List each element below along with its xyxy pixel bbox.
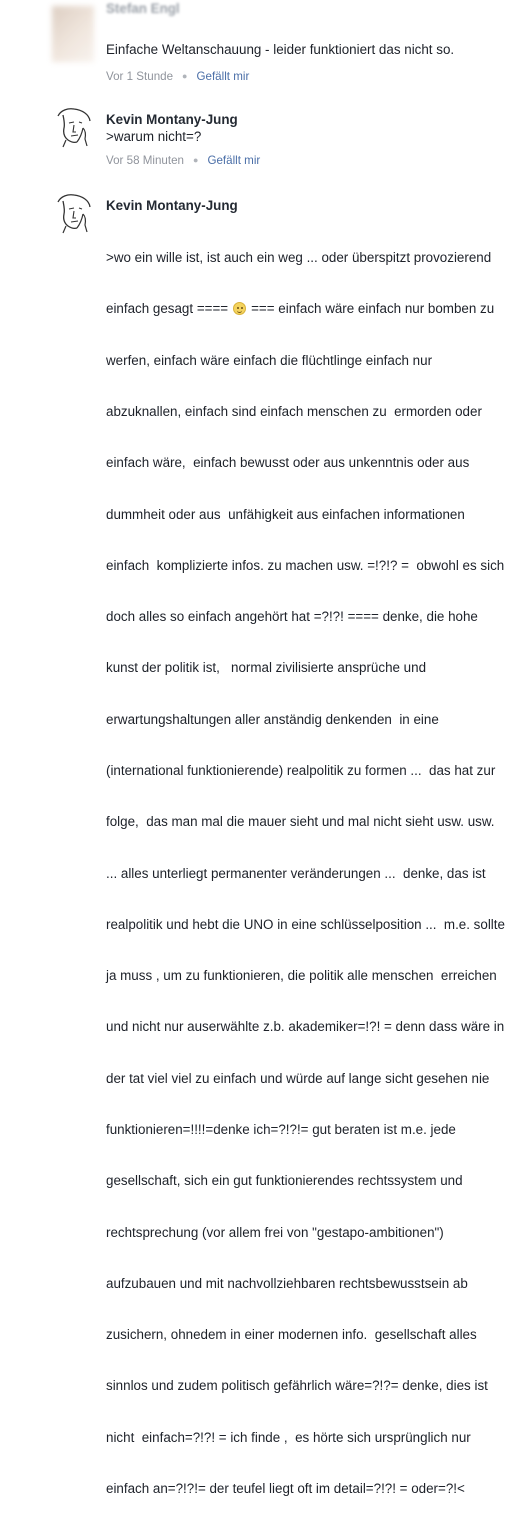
sketch-face-icon (52, 192, 94, 234)
comment-line: gesellschaft, sich ein gut funktionierendes rechtssystem und (106, 1173, 463, 1189)
comment-author[interactable]: Kevin Montany-Jung (106, 112, 238, 127)
comment-line-part: === einfach wäre einfach nur bomben zu (251, 301, 495, 317)
comment-timestamp: Vor 58 Minuten (106, 154, 184, 167)
like-link[interactable]: Gefällt mir (207, 154, 261, 167)
separator-dot: ● (182, 71, 188, 81)
comment-line: ja muss , um zu funktionieren, die politik alle menschen erreichen (106, 968, 497, 984)
commenter-avatar[interactable] (52, 6, 94, 62)
comment-line: aufzubauen und mit nachvollziehbaren rechtsbewusstsein ab (106, 1275, 468, 1291)
comment-line: zusichern, ohnedem in einer modernen info. gesellschaft alles (106, 1327, 477, 1343)
comment-line-part: einfach gesagt ==== (106, 301, 229, 317)
comment-line: rechtsprechung (vor allem frei von "gestapo-ambitionen") (106, 1224, 444, 1240)
comment-1 (0, 0, 530, 92)
comment-line: funktionieren=!!!!=denke ich=?!?!= gut beraten ist m.e. jede (106, 1121, 456, 1137)
smile-emoji-icon (233, 302, 246, 315)
commenter-avatar[interactable] (52, 106, 94, 148)
separator-dot: ● (193, 155, 199, 165)
comment-author[interactable]: Kevin Montany-Jung (106, 198, 238, 213)
comment-line: abzuknallen, einfach sind einfach menschen zu ermorden oder (106, 404, 482, 420)
comment-line: kunst der politik ist, normal zivilisierte ansprüche und (106, 660, 427, 676)
comment-line: nicht einfach=?!?! = ich finde , es hörte sich ursprünglich nur (106, 1429, 471, 1445)
comment-timestamp: Vor 1 Stunde (106, 70, 174, 83)
comment-line: ... alles unterliegt permanenter veränderungen ... denke, das ist (106, 865, 486, 881)
comment-line: einfach an=?!?!= der teufel liegt oft im detail=?!?! = oder=?!< (106, 1480, 465, 1496)
comment-meta (106, 154, 260, 167)
comment-line (106, 300, 520, 317)
sketch-face-icon (52, 106, 94, 148)
comment-text: >warum nicht=? (106, 129, 202, 144)
comment-line: sinnlos und zudem politisch gefährlich wäre=?!?= denke, dies ist (106, 1378, 488, 1394)
comment-line: folge, das man mal die mauer sieht und mal nicht sieht usw. usw. (106, 814, 495, 830)
comment-line: (international funktionierende) realpolitik zu formen ... das hat zur (106, 763, 496, 778)
comment-3 (0, 188, 530, 1496)
comment-line: und nicht nur auserwählte z.b. akademiker=!?! = denn dass wäre in (106, 1019, 505, 1035)
comment-text: Einfache Weltanschauung - leider funktioniert das nicht so. (106, 42, 455, 57)
comment-line: einfach komplizierte infos. zu machen usw. =!?!? = obwohl es sich (106, 557, 505, 573)
comment-line: doch alles so einfach angehört hat =?!?! ==== denke, die hohe (106, 609, 478, 625)
comment-line: der tat viel viel zu einfach und würde auf lange sicht gesehen nie (106, 1070, 490, 1086)
comment-line: >wo ein wille ist, ist auch ein weg ... oder überspitzt provozierend (106, 250, 492, 266)
comment-line: werfen, einfach wäre einfach die flüchtlinge einfach nur (106, 352, 433, 368)
commenter-avatar[interactable] (52, 192, 94, 234)
comment-line: realpolitik und hebt die UNO in eine schlüsselposition ... m.e. sollte (106, 916, 505, 932)
comment-author[interactable]: Stefan Engl (106, 1, 180, 16)
comment-text (106, 215, 520, 1531)
comment-line: erwartungshaltungen aller anständig denkenden in eine (106, 711, 439, 727)
comment-2 (0, 102, 530, 178)
comment-line: dummheit oder aus unfähigkeit aus einfachen informationen (106, 506, 465, 522)
comment-line: einfach wäre, einfach bewusst oder aus unkenntnis oder aus (106, 455, 470, 471)
comment-meta (106, 70, 249, 83)
like-link[interactable]: Gefällt mir (196, 70, 250, 83)
